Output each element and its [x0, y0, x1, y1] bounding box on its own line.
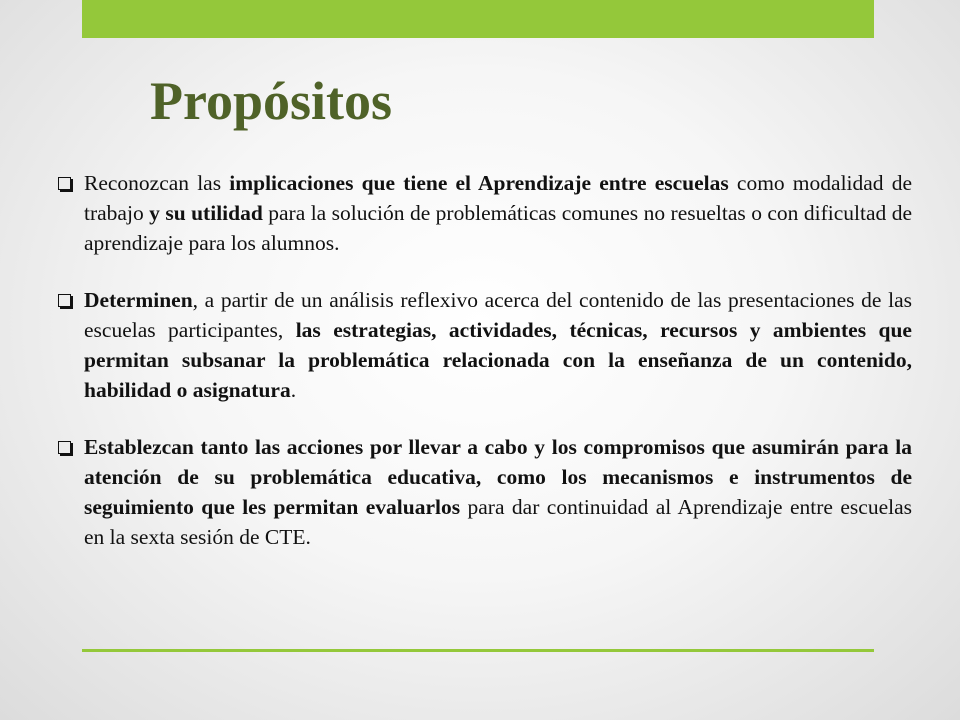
text-segment-bold: implicaciones que tiene el Aprendizaje entre escuelas: [229, 171, 729, 195]
purpose-item: [58, 168, 912, 258]
square-bullet-icon: [58, 441, 71, 454]
text-segment: Reconozcan las: [84, 171, 230, 195]
text-segment: para dar continuidad al Aprendizaje entre escuelas en la sexta sesión de CTE.: [84, 495, 912, 549]
text-segment-bold: Determinen: [84, 288, 193, 312]
text-segment: para la solución de problemáticas comunes no resueltas o con dificultad de aprendizaje para los alumnos.: [84, 201, 912, 255]
purpose-item: [58, 432, 912, 552]
text-segment-bold: Establezcan tanto las acciones por llevar a cabo y los compromisos que asumirán para la atención de su problemática educativa, como los mecanismos e instrumentos de seguimiento que les permitan evaluarlos: [84, 435, 912, 519]
square-bullet-icon: [58, 177, 71, 190]
purpose-list: [58, 168, 912, 579]
text-segment-bold: y su utilidad: [149, 201, 263, 225]
bottom-accent-line: [82, 649, 874, 652]
text-segment: como modalidad de trabajo: [84, 171, 912, 225]
text-segment: , a partir de un análisis reflexivo acerca del contenido de las presentaciones de las escuelas participantes,: [84, 288, 912, 342]
purpose-item: [58, 285, 912, 405]
top-accent-bar: [82, 0, 874, 38]
text-segment-bold: las estrategias, actividades, técnicas, recursos y ambientes que permitan subsanar la problemática relacionada con la enseñanza de un contenido, habilidad o asignatura: [84, 318, 912, 402]
slide-title: Propósitos: [150, 71, 393, 131]
square-bullet-icon: [58, 294, 71, 307]
text-segment: .: [290, 378, 297, 402]
